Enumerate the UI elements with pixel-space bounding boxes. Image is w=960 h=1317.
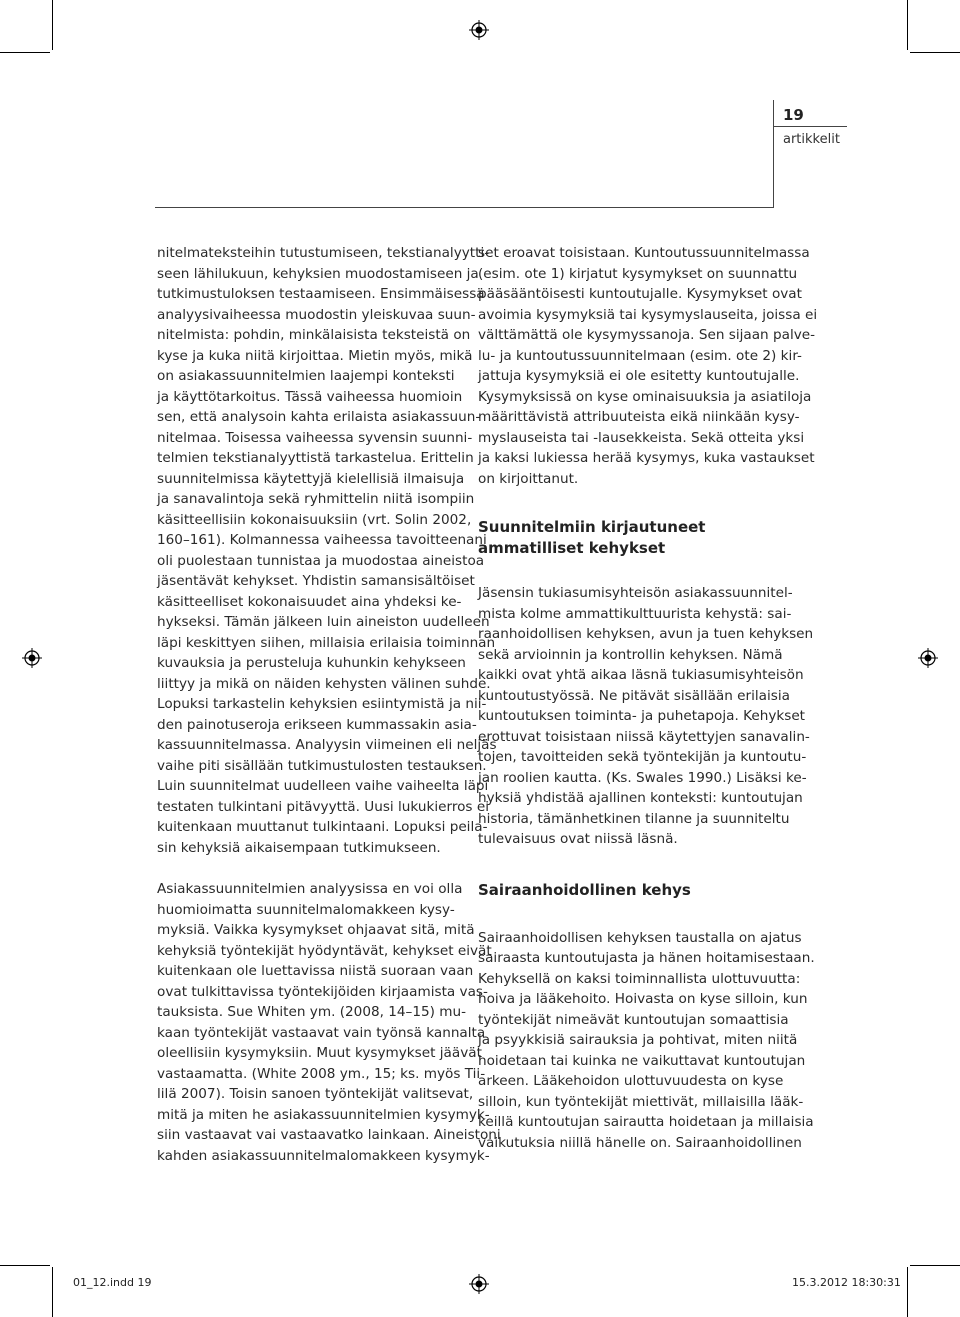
crop-mark [910, 52, 960, 53]
crop-mark [52, 1267, 53, 1317]
text-line: kuntoutuksen toiminta- ja puhetapoja. Kehykset [478, 708, 806, 724]
text-line: käsitteelliset kokonaisuudet aina yhdeksi ke- [157, 593, 462, 610]
text-line: kaan työntekijät vastaavat vain työnsä kannalta [157, 1024, 486, 1041]
text-line: tojen, tavoitteiden sekä työntekijän ja kuntoutu- [478, 749, 807, 765]
text-line: sekä arvioinnin ja kontrollin kehyksen. Nämä [478, 646, 783, 663]
text-line: käsitteellisiin kokonaisuuksiin (vrt. Solin 2002, [157, 511, 472, 528]
text-line: nitelmaa. Toisessa vaiheessa syvensin suunni- [157, 429, 473, 446]
text-line: keillä kuntoutujan sairautta hoidetaan ja millaisia [478, 1114, 814, 1130]
registration-mark-icon [918, 648, 938, 668]
page-number: 19 [783, 106, 804, 124]
text-line: hyksiä yhdistää ajallinen konteksti: kuntoutujan [478, 790, 803, 806]
section-label: artikkelit [783, 132, 840, 147]
text-line: vaikutuksia niillä hänelle on. Sairaanhoidollinen [478, 1134, 802, 1151]
header-rule [773, 126, 847, 127]
subsection-heading: Sairaanhoidollinen kehys [478, 880, 691, 899]
header-bottom-rule [155, 207, 774, 208]
text-line: seen lähilukuun, kehyksien muodostamiseen ja [157, 265, 479, 282]
header-vertical-rule [773, 100, 774, 208]
text-line: mitä ja miten he asiakassuunnitelmien kysymyk- [157, 1106, 490, 1123]
text-line: Kysymyksissä on kyse ominaisuuksia ja asiatiloja [478, 388, 812, 405]
text-line: huomioimatta suunnitelmalomakkeen kysy- [157, 901, 455, 918]
section-heading: Suunnitelmiin kirjautuneet ammatilliset kehykset [478, 518, 706, 557]
left-paragraph-1 [157, 243, 497, 858]
text-line: pääsääntöisesti kuntoutujalle. Kysymykset ovat [478, 286, 802, 302]
text-line: jäsentävät kehykset. Yhdistin samansisältöiset [157, 573, 475, 589]
text-line: ja psyykkisiä sairauksia ja pohtivat, miten niitä [478, 1032, 798, 1048]
text-line: arkeen. Lääkehoidon ulottuvuudesta on kyse [478, 1073, 784, 1089]
text-line: raanhoidollisen kehyksen, avun ja tuen kehyksen [478, 626, 814, 642]
text-line: hoiva ja lääkehoito. Hoivasta on kyse silloin, kun [478, 991, 808, 1007]
text-line: kahden asiakassuunnitelmalomakkeen kysymyk- [157, 1147, 490, 1164]
crop-mark [907, 0, 908, 50]
date-slug: 15.3.2012 18:30:31 [792, 1276, 901, 1289]
file-slug: 01_12.indd 19 [73, 1276, 152, 1289]
text-line: siin vastaavat vai vastaavatko lainkaan. Aineistoni [157, 1127, 501, 1143]
right-column [478, 243, 818, 1153]
text-line: 160–161). Kolmannessa vaiheessa tavoitteenani [157, 532, 487, 548]
text-line: testaten tulkintani pitävyyttä. Uusi lukukierros ei [157, 798, 489, 815]
crop-mark [907, 1267, 908, 1317]
text-line: hykseksi. Tämän jälkeen luin aineiston uudelleen [157, 614, 490, 630]
text-line: kuntoutustyössä. Ne pitävät sisällään erilaisia [478, 687, 790, 704]
text-line: suunnitelmissa käytettyjä kielellisiä ilmaisuja [157, 470, 465, 487]
text-line: tulevaisuus ovat niissä läsnä. [478, 831, 678, 847]
text-line: kehyksiä työntekijät hyödyntävät, kehykset eivät [157, 942, 492, 959]
crop-mark [52, 0, 53, 50]
text-line: Sairaanhoidollisen kehyksen taustalla on ajatus [478, 929, 802, 946]
text-line: ja sanavalintoja sekä ryhmittelin niitä isompiin [157, 491, 475, 507]
text-line: silloin, kun työntekijät miettivät, millaisilla lääk- [478, 1093, 804, 1110]
text-line: den painotuseroja erikseen kummassakin asia- [157, 716, 477, 733]
text-line: kuitenkaan muuttanut tulkintaani. Lopuksi peila- [157, 819, 488, 835]
text-line: vastaamatta. (White 2008 ym., 15; ks. myös Tii- [157, 1065, 486, 1082]
crop-mark [910, 1265, 960, 1266]
text-line: on kirjoittanut. [478, 470, 579, 487]
text-line: historia, tämänhetkinen tilanne ja suunniteltu [478, 810, 790, 827]
text-line: kuitenkaan ole luettavissa niistä suoraan vaan [157, 963, 474, 979]
text-line: telmien tekstianalyyttistä tarkastelua. Erittelin [157, 450, 474, 466]
text-line: Kehyksellä on kaksi toiminnallista ulottuvuutta: [478, 970, 801, 987]
text-line: nitelmateksteihin tutustumiseen, tekstianalyytti- [157, 245, 490, 261]
right-paragraph-1 [478, 243, 818, 489]
registration-mark-icon [469, 20, 489, 40]
registration-mark-icon [22, 648, 42, 668]
text-line: jattuja kysymyksiä ei ole esitetty kuntoutujalle. [478, 368, 800, 384]
text-line: kassuunnitelmassa. Analyysin viimeinen eli neljäs [157, 737, 497, 753]
text-line: lilä 2007). Toisin sanoen työntekijät valitsevat, [157, 1086, 474, 1102]
text-line: myksiä. Vaikka kysymykset ohjaavat sitä, mitä [157, 922, 475, 938]
left-paragraph-2 [157, 879, 501, 1166]
text-line: avoimia kysymyksiä tai kysymyslauseita, joissa ei [478, 306, 818, 323]
text-line: kaikki ovat yhtä aikaa läsnä tukiasumisyhteisön [478, 667, 804, 683]
text-line: nitelmista: pohdin, minkälaisista teksteistä on [157, 327, 471, 343]
text-line: tauksista. Sue Whiten ym. (2008, 14–15) mu- [157, 1004, 467, 1020]
text-line: sin kehyksiä aikaisempaan tutkimukseen. [157, 839, 441, 856]
text-line: oli puolestaan tunnistaa ja muodostaa aineistoa [157, 552, 485, 569]
text-line: työntekijät nimeävät kuntoutujan somaattisia [478, 1011, 789, 1028]
right-paragraph-2 [478, 583, 814, 850]
text-line: ja käyttötarkoitus. Tässä vaiheessa huomioin [157, 388, 463, 405]
text-line: määrittävistä attribuuteista eikä niinkään kysy- [478, 409, 800, 425]
text-line: on asiakassuunnitelmien laajempi konteksti [157, 368, 455, 384]
left-column [157, 243, 501, 1166]
text-line: analyysivaiheessa muodostin yleiskuvaa suun- [157, 306, 476, 323]
text-line: kyse ja kuka niitä kirjoittaa. Mietin myös, mikä [157, 347, 473, 364]
text-line: erottuvat toisistaan niissä käytettyjen sanavalin- [478, 728, 810, 745]
text-line: myslauseista tai -lausekkeista. Sekä otteita yksi [478, 429, 805, 446]
text-line: (esim. ote 1) kirjatut kysymykset on suunnattu [478, 265, 798, 282]
text-line: oleellisiin kysymyksiin. Muut kysymykset jäävät [157, 1045, 482, 1061]
right-paragraph-3 [478, 928, 815, 1154]
text-line: sairaasta kuntoutujasta ja hänen hoitamisestaan. [478, 950, 815, 966]
text-line: vaihe piti sisällään tutkimustulosten testauksen. [157, 757, 487, 774]
text-line: ja kaksi lukiessa herää kysymys, kuka vastaukset [478, 450, 815, 466]
text-line: läpi keskittyen siihen, millaisia erilaisia toiminnan [157, 634, 496, 651]
text-line: set eroavat toisistaan. Kuntoutussuunnitelmassa [478, 245, 810, 261]
text-line: Jäsensin tukiasumisyhteisön asiakassuunnitel- [478, 585, 793, 601]
registration-mark-icon [469, 1274, 489, 1294]
text-line: välttämättä ole kysymyssanoja. Sen sijaan palve- [478, 327, 816, 343]
text-line: Lopuksi tarkastelin kehyksien esiintymistä ja nii- [157, 696, 487, 712]
text-line: lu- ja kuntoutussuunnitelmaan (esim. ote 2) kir- [478, 347, 802, 364]
text-line: kuvauksia ja perusteluja kuhunkin kehykseen [157, 655, 466, 671]
text-line: Asiakassuunnitelmien analyysissa en voi olla [157, 881, 463, 897]
crop-mark [0, 1265, 50, 1266]
crop-mark [0, 52, 50, 53]
text-line: jan roolien kautta. (Ks. Swales 1990.) Lisäksi ke- [478, 769, 807, 786]
text-line: mista kolme ammattikulttuurista kehystä: sai- [478, 605, 792, 622]
text-line: liittyy ja mikä on näiden kehysten välinen suhde. [157, 675, 491, 692]
text-line: hoidetaan tai kuinka ne vaikuttavat kuntoutujan [478, 1052, 806, 1069]
text-line: sen, että analysoin kahta erilaista asiakassuun- [157, 409, 481, 425]
text-line: ovat tulkittavissa työntekijöiden kirjaamista vas- [157, 983, 488, 1000]
text-line: tutkimustuloksen testaamiseen. Ensimmäisessä [157, 286, 485, 302]
text-line: Luin suunnitelmat uudelleen vaihe vaiheelta läpi [157, 778, 489, 794]
